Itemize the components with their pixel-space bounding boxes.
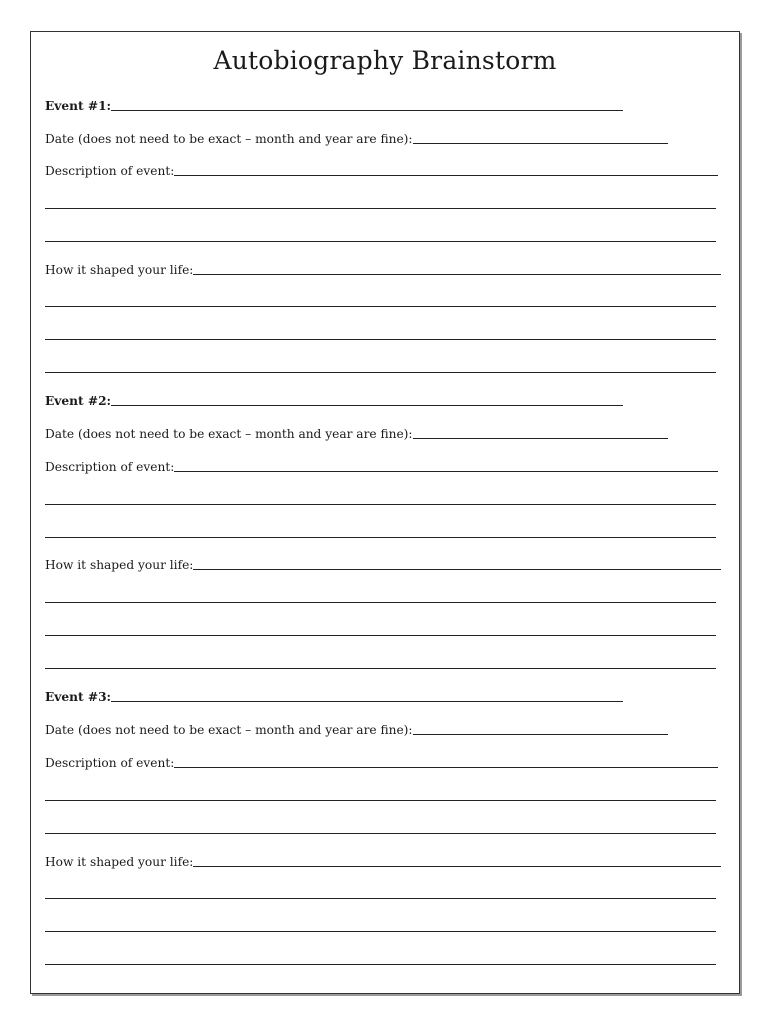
event-2-date-field[interactable] xyxy=(413,438,668,439)
event-2-shaped-field[interactable] xyxy=(193,569,721,570)
event-2-date-label: Date (does not need to be exact – month and year are fine): xyxy=(45,427,413,441)
event-1-shaped-label: How it shaped your life: xyxy=(45,263,194,277)
event-1-shaped-field[interactable] xyxy=(193,274,721,275)
event-1-date-label: Date (does not need to be exact – month and year are fine): xyxy=(45,132,413,146)
event-3-label: Event #3: xyxy=(45,690,112,704)
event-3-shaped-line[interactable] xyxy=(45,898,716,899)
event-1-shaped-line[interactable] xyxy=(45,306,716,307)
event-2-description-line[interactable] xyxy=(45,504,716,505)
event-2-label: Event #2: xyxy=(45,394,112,408)
event-2-shaped-row xyxy=(45,554,721,572)
event-2-description-field[interactable] xyxy=(174,471,718,472)
event-3-shaped-line[interactable] xyxy=(45,964,716,965)
event-1-date-field[interactable] xyxy=(413,143,668,144)
event-2-description-label: Description of event: xyxy=(45,460,175,474)
event-1-description-field[interactable] xyxy=(174,175,718,176)
page-title: Autobiography Brainstorm xyxy=(213,46,557,75)
event-3-date-row xyxy=(45,719,668,737)
event-2-shaped-line[interactable] xyxy=(45,602,716,603)
event-3-title-row xyxy=(45,686,623,704)
event-2-shaped-label: How it shaped your life: xyxy=(45,558,194,572)
event-3-shaped-row xyxy=(45,851,721,869)
event-1-title-row xyxy=(45,95,623,113)
event-3-description-field[interactable] xyxy=(174,767,718,768)
event-2-title-field[interactable] xyxy=(111,405,623,406)
event-2-description-line[interactable] xyxy=(45,537,716,538)
event-3-description-line[interactable] xyxy=(45,833,716,834)
event-3-shaped-field[interactable] xyxy=(193,866,721,867)
event-1-title-field[interactable] xyxy=(111,110,623,111)
event-2-shaped-line[interactable] xyxy=(45,635,716,636)
event-3-title-field[interactable] xyxy=(111,701,623,702)
event-3-description-label: Description of event: xyxy=(45,756,175,770)
event-1-shaped-line[interactable] xyxy=(45,339,716,340)
event-3-date-label: Date (does not need to be exact – month and year are fine): xyxy=(45,723,413,737)
event-2-shaped-line[interactable] xyxy=(45,668,716,669)
event-3-shaped-label: How it shaped your life: xyxy=(45,855,194,869)
event-3-date-field[interactable] xyxy=(413,734,668,735)
event-1-description-line[interactable] xyxy=(45,208,716,209)
worksheet-page xyxy=(30,31,740,994)
event-2-description-row xyxy=(45,456,718,474)
event-1-description-row xyxy=(45,160,718,178)
event-2-date-row xyxy=(45,423,668,441)
event-1-shaped-line[interactable] xyxy=(45,372,716,373)
event-3-description-line[interactable] xyxy=(45,800,716,801)
event-3-shaped-line[interactable] xyxy=(45,931,716,932)
event-1-date-row xyxy=(45,128,668,146)
event-2-title-row xyxy=(45,390,623,408)
event-3-description-row xyxy=(45,752,718,770)
event-1-label: Event #1: xyxy=(45,99,112,113)
event-1-description-label: Description of event: xyxy=(45,164,175,178)
event-1-shaped-row xyxy=(45,259,721,277)
event-1-description-line[interactable] xyxy=(45,241,716,242)
